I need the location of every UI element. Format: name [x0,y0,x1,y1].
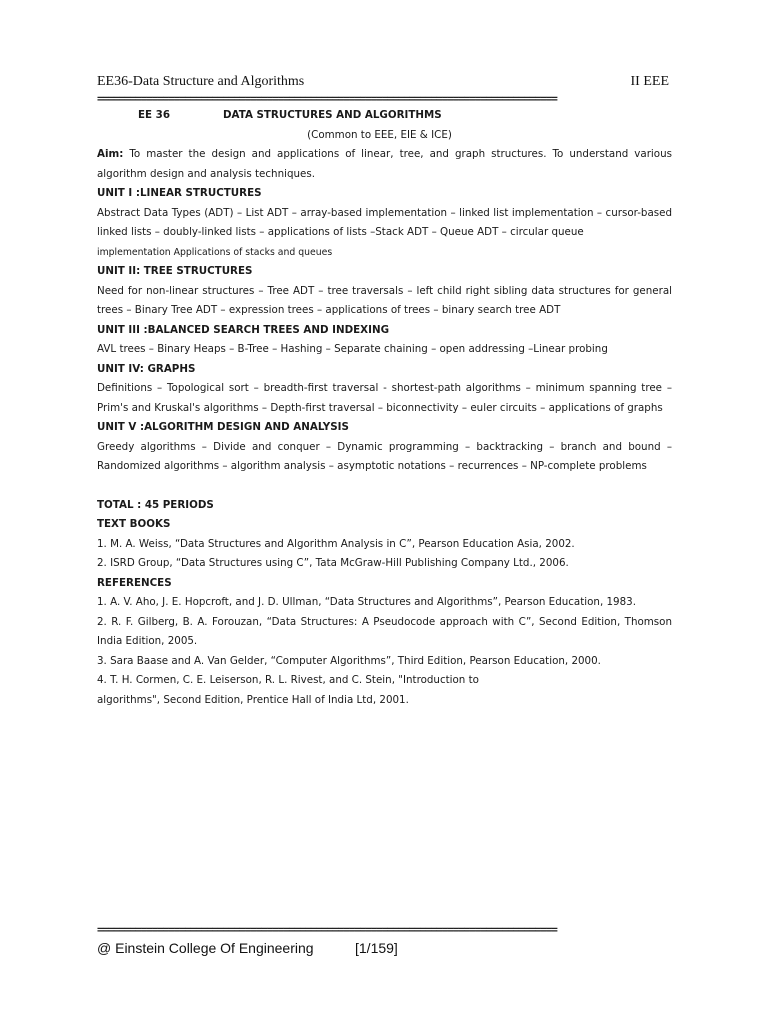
aim-paragraph [97,145,672,184]
text-book-item: 2. ISRD Group, “Data Structures using C”, Tata McGraw-Hill Publishing Company Ltd., 2006. [97,557,569,569]
text-books-heading: TEXT BOOKS [97,518,171,530]
course-common-note: (Common to EEE, EIE & ICE) [307,128,452,141]
course-code: EE 36 [138,109,170,121]
reference-item: 3. Sara Baase and A. Van Gelder, “Computer Algorithms”, Third Edition, Pearson Education, 2000. [97,654,601,667]
unit-heading: UNIT IV: GRAPHS [97,362,196,375]
unit-heading: UNIT V :ALGORITHM DESIGN AND ANALYSIS [97,421,349,433]
reference-item: 4. T. H. Cormen, C. E. Leiserson, R. L. Rivest, and C. Stein, "Introduction to [97,674,479,686]
header-class: II EEE [630,74,669,89]
total-periods: TOTAL : 45 PERIODS [97,498,214,511]
unit-body: Greedy algorithms – Divide and conquer – Dynamic programming – backtracking – branch and bound – Randomized algorithms – algorithm analysis – asymptotic notations – recurrences – NP-complete problems [97,440,672,472]
reference-item: 1. A. V. Aho, J. E. Hopcroft, and J. D. Ullman, “Data Structures and Algorithms”, Pearson Education, 1983. [97,596,636,608]
aim-text: To master the design and applications of linear, tree, and graph structures. To understand various algorithm design and analysis techniques. [97,148,672,180]
unit-heading: UNIT II: TREE STRUCTURES [97,265,253,277]
page-header [97,74,669,90]
footer-rule: ==================================================================================== [97,925,557,936]
reference-item: 2. R. F. Gilberg, B. A. Forouzan, “Data Structures: A Pseudocode approach with C”, Second Edition, Thomson India Edition, 2005. [97,615,672,647]
aim-label: Aim: [97,148,124,160]
text-book-item: 1. M. A. Weiss, “Data Structures and Algorithm Analysis in C”, Pearson Education Asia, 2002. [97,537,575,550]
header-rule: ==================================================================================== [97,94,557,105]
course-title-row [97,106,672,126]
footer-college: @ Einstein College Of Engineering [97,940,314,956]
unit-body: AVL trees – Binary Heaps – B-Tree – Hashing – Separate chaining – open addressing –Linear probing [97,343,608,355]
unit-body: Need for non-linear structures – Tree ADT – tree traversals – left child right sibling data structures for general trees – Binary Tree ADT – expression trees – applications of trees – binary search tree ADT [97,284,672,316]
header-course-title: EE36-Data Structure and Algorithms [97,74,305,89]
course-title: DATA STRUCTURES AND ALGORITHMS [223,109,442,121]
unit-body: Definitions – Topological sort – breadth-first traversal - shortest-path algorithms – minimum spanning tree – Prim's and Kruskal's algorithms – Depth-first traversal – biconnectivity – euler circuits – applications of graphs [97,382,672,414]
page-footer [97,940,669,956]
syllabus-content [97,106,672,710]
unit-heading: UNIT III :BALANCED SEARCH TREES AND INDEXING [97,323,390,336]
footer-page-number: [1/159] [355,940,398,956]
unit-body-continued: implementation Applications of stacks and queues [97,246,333,258]
unit-body: Abstract Data Types (ADT) – List ADT – array-based implementation – linked list implementation – cursor-based linked lists – doubly-linked lists – applications of lists –Stack ADT – Queue ADT – circular queue [97,206,672,238]
references-heading: REFERENCES [97,576,172,589]
spacer [97,477,672,496]
reference-item: algorithms", Second Edition, Prentice Hall of India Ltd, 2001. [97,693,409,706]
unit-heading: UNIT I :LINEAR STRUCTURES [97,187,262,199]
